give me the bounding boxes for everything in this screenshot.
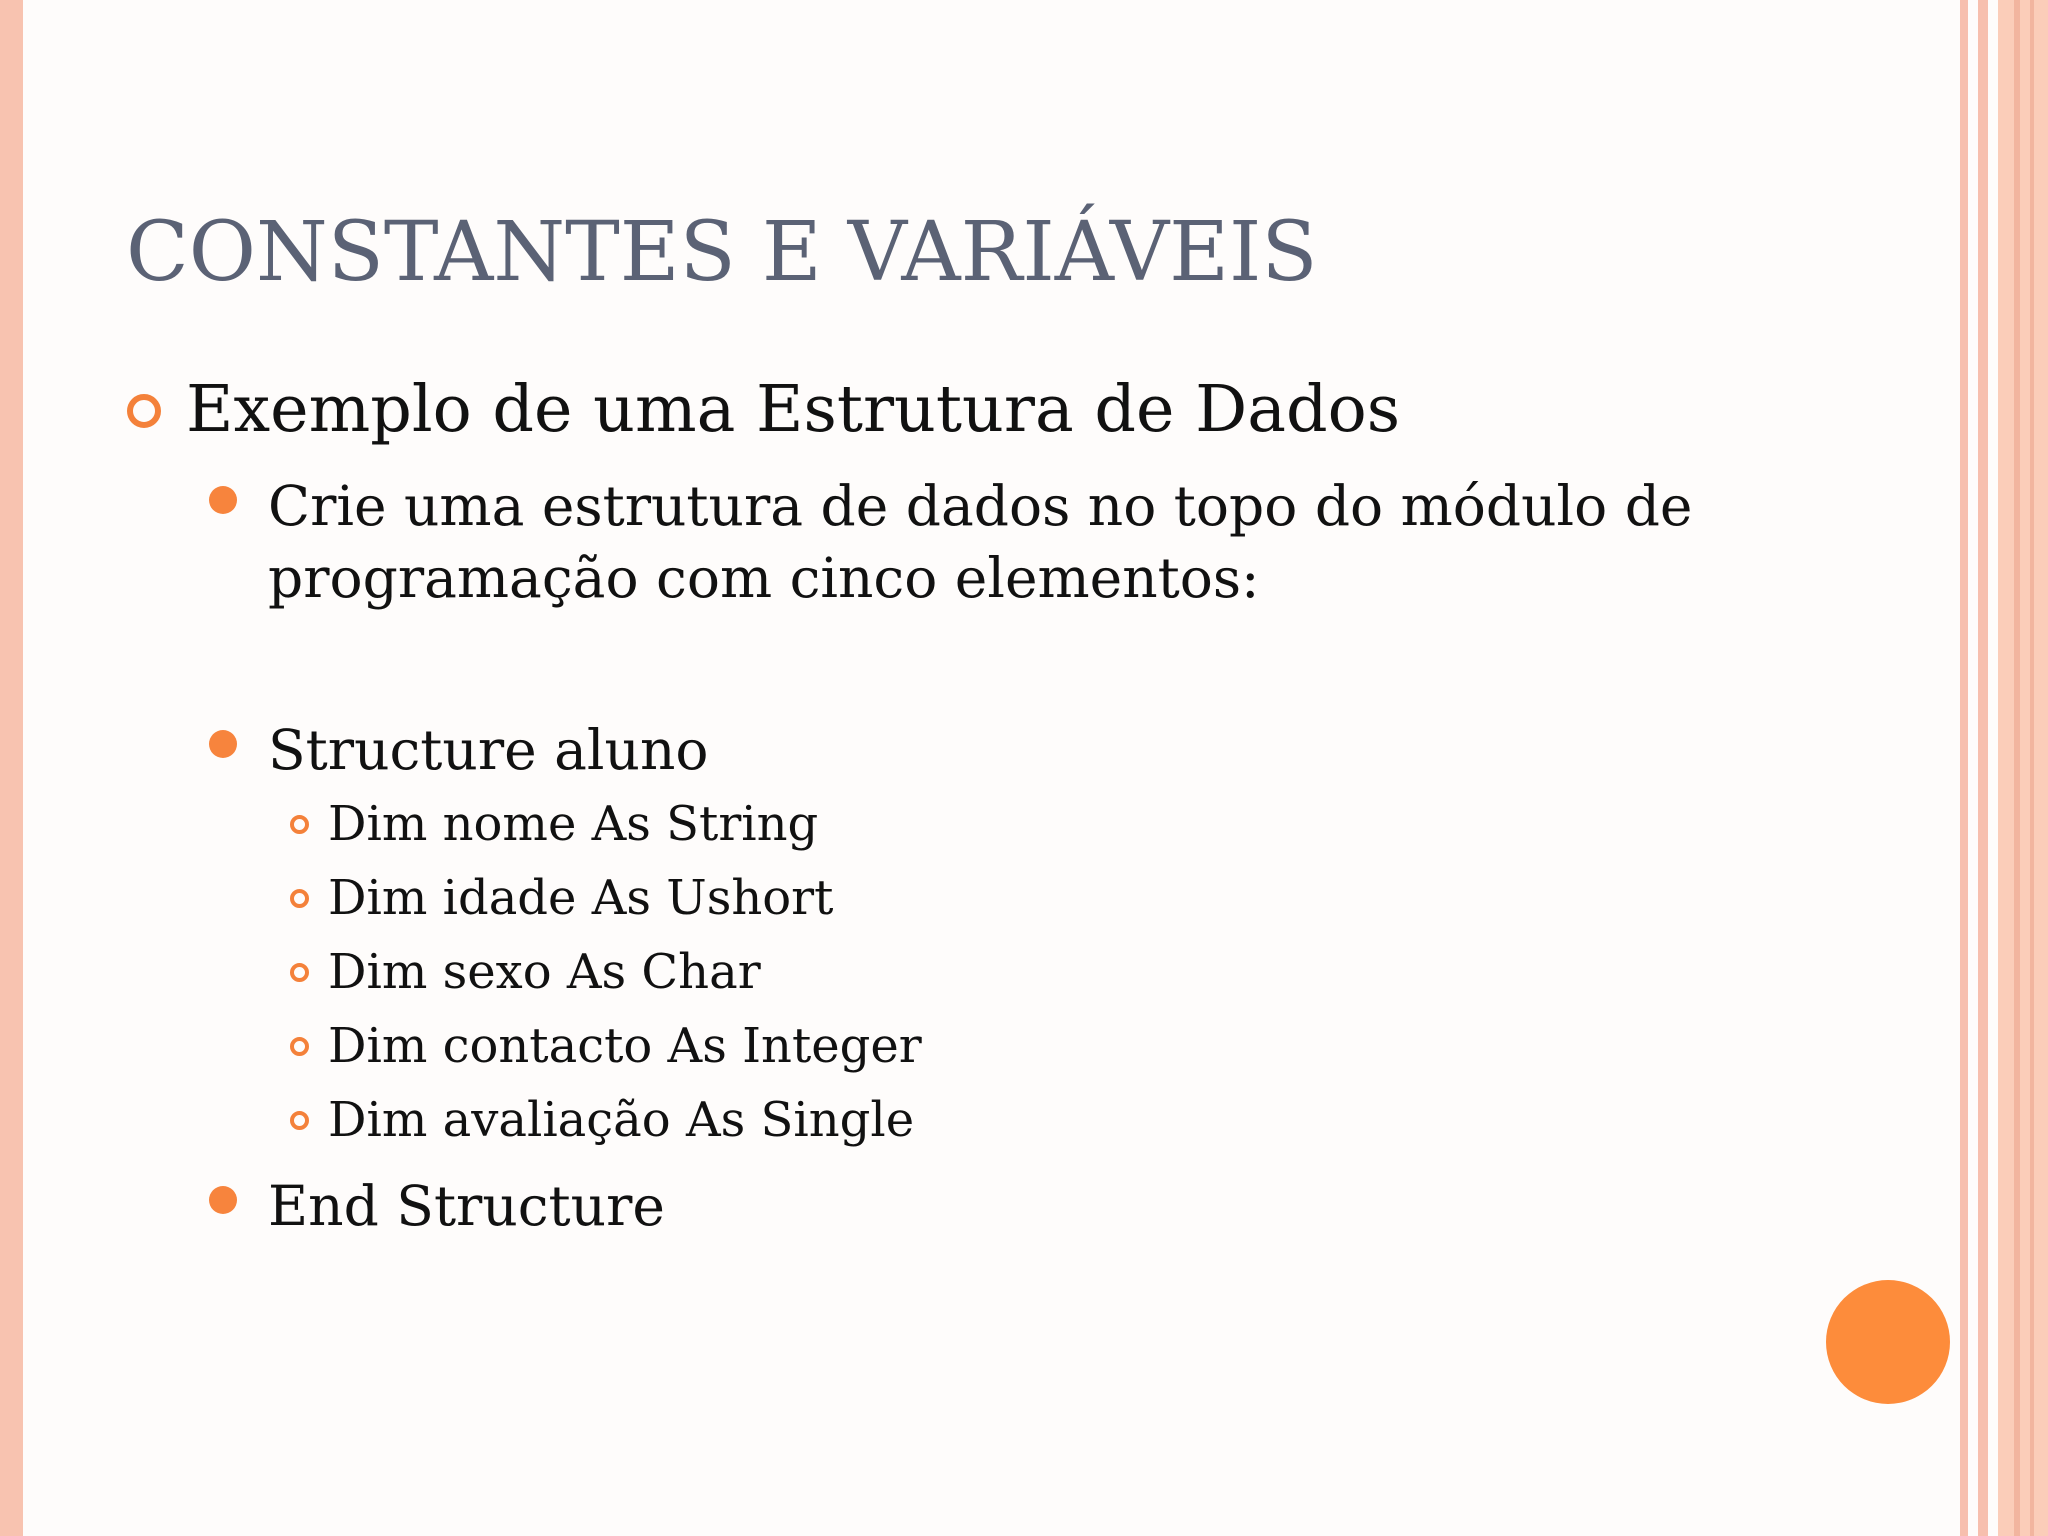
ring-bullet-icon xyxy=(127,394,161,428)
dot-bullet-icon xyxy=(209,486,237,514)
dot-bullet-icon xyxy=(209,1186,237,1214)
decorative-circle xyxy=(1826,1280,1950,1404)
bullet-intro-line2: programação com cinco elementos: xyxy=(268,546,1260,610)
bullet-structure-start: Structure aluno xyxy=(268,718,709,782)
left-border-stripe xyxy=(0,0,23,1536)
field-item: Dim contacto As Integer xyxy=(328,1018,922,1074)
small-ring-bullet-icon xyxy=(290,815,309,834)
dot-bullet-icon xyxy=(209,730,237,758)
slide-title: CONSTANTES E VARIÁVEIS xyxy=(126,205,1318,300)
right-border-band xyxy=(1998,0,2048,1536)
bullet-intro-line1: Crie uma estrutura de dados no topo do módulo de xyxy=(268,474,1693,538)
right-border-line xyxy=(2030,0,2034,1536)
right-border-line xyxy=(1960,0,1968,1536)
field-item: Dim avaliação As Single xyxy=(328,1092,915,1148)
field-item: Dim nome As String xyxy=(328,796,819,852)
field-item: Dim idade As Ushort xyxy=(328,870,834,926)
small-ring-bullet-icon xyxy=(290,1111,309,1130)
right-border-line xyxy=(1978,0,1988,1536)
small-ring-bullet-icon xyxy=(290,1037,309,1056)
bullet-heading: Exemplo de uma Estrutura de Dados xyxy=(186,372,1401,447)
field-item: Dim sexo As Char xyxy=(328,944,761,1000)
bullet-structure-end: End Structure xyxy=(268,1174,665,1238)
right-border-line xyxy=(2014,0,2020,1536)
small-ring-bullet-icon xyxy=(290,963,309,982)
small-ring-bullet-icon xyxy=(290,889,309,908)
